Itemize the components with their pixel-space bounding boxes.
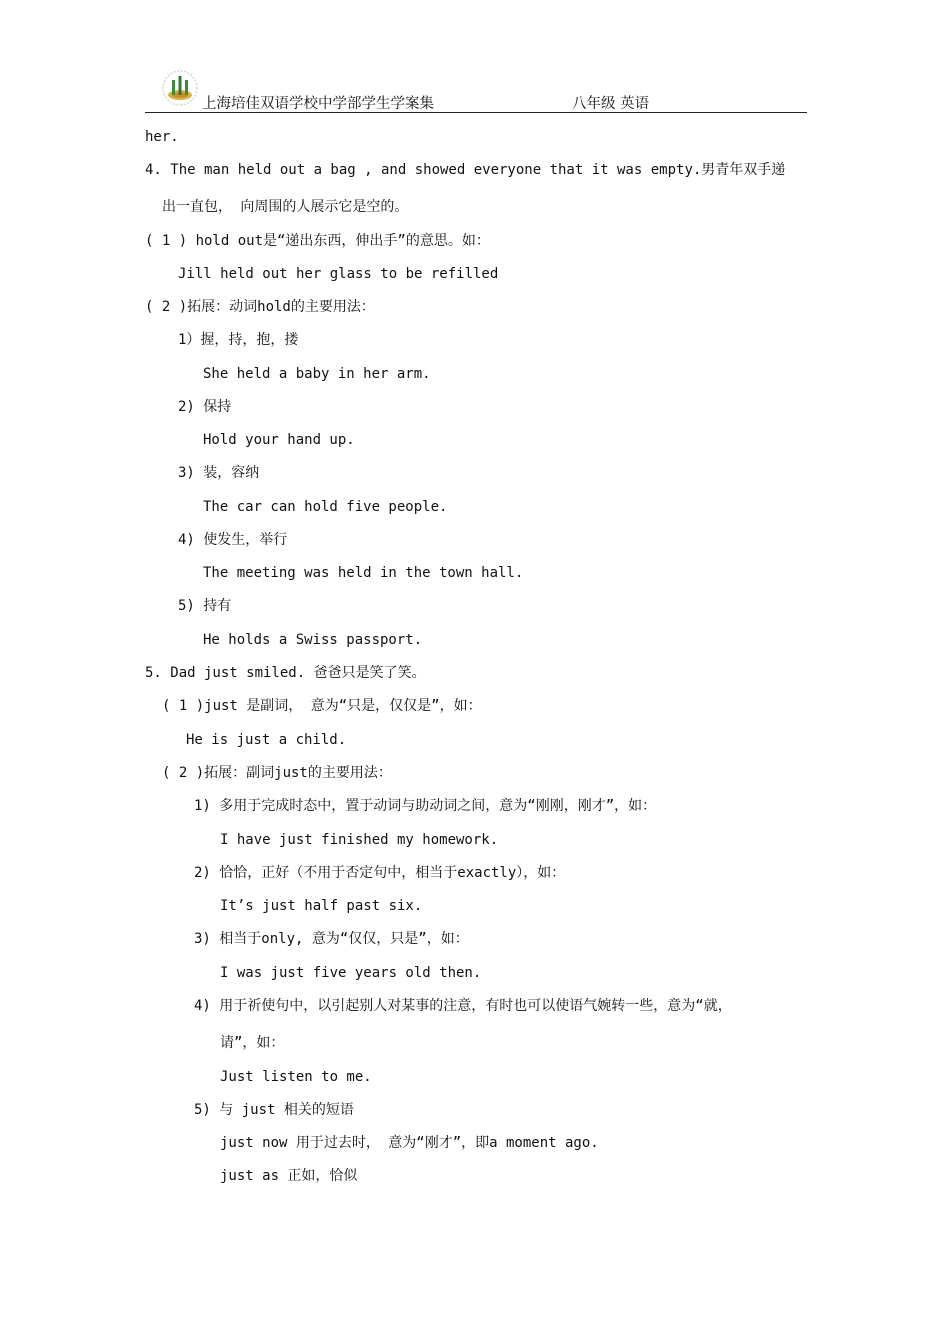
text-line: ( 1 ) hold out是“递出东西，伸出手”的意思。如： (145, 233, 490, 249)
text-line: She held a baby in her arm. (203, 366, 431, 382)
text-line: ( 2 )拓展：副词just的主要用法： (162, 765, 392, 781)
text-line: 请”，如： (220, 1035, 285, 1051)
page-header (145, 92, 807, 113)
text-line: ( 1 )just 是副词， 意为“只是，仅仅是”，如： (162, 698, 482, 714)
text-line: 3) 装，容纳 (178, 465, 260, 481)
text-line: 2) 保持 (178, 399, 232, 415)
text-line: just as 正如，恰似 (220, 1168, 358, 1184)
text-line: 4) 用于祈使句中，以引起别人对某事的注意，有时也可以使语气婉转一些，意为“就， (194, 998, 732, 1014)
text-line: 5) 持有 (178, 598, 232, 614)
text-line: 出一直包， 向周围的人展示它是空的。 (162, 199, 409, 215)
text-line: 1）握，持，抱，搂 (178, 332, 299, 348)
text-line: 1) 多用于完成时态中，置于动词与助动词之间，意为“刚刚，刚才”，如： (194, 798, 657, 814)
text-line: 3) 相当于only, 意为“仅仅，只是”，如： (194, 931, 469, 947)
text-line: 4) 使发生，举行 (178, 532, 288, 548)
text-line: 5) 与 just 相关的短语 (194, 1102, 354, 1118)
text-line: 5. Dad just smiled. 爸爸只是笑了笑。 (145, 665, 426, 681)
text-line: 4. The man held out a bag , and showed everyone that it was empty.男青年双手递 (145, 162, 786, 178)
text-line: ( 2 )拓展：动词hold的主要用法： (145, 299, 375, 315)
text-line: just now 用于过去时， 意为“刚才”，即a moment ago. (220, 1135, 599, 1151)
text-line: The car can hold five people. (203, 499, 448, 515)
text-line: He holds a Swiss passport. (203, 632, 423, 648)
text-line: I was just five years old then. (220, 965, 482, 981)
text-line: It’s just half past six. (220, 898, 423, 914)
grade-subject: 八年级 英语 (572, 96, 650, 112)
text-line: Just listen to me. (220, 1069, 372, 1085)
text-line: He is just a child. (186, 732, 347, 748)
text-line: I have just finished my homework. (220, 832, 499, 848)
text-line: her. (145, 129, 179, 145)
text-line: Hold your hand up. (203, 432, 355, 448)
text-line: The meeting was held in the town hall. (203, 565, 524, 581)
text-line: 2) 恰恰，正好（不用于否定句中，相当于exactly），如： (194, 865, 566, 881)
school-name: 上海培佳双语学校中学部学生学案集 (202, 96, 434, 112)
text-line: Jill held out her glass to be refilled (178, 266, 499, 282)
